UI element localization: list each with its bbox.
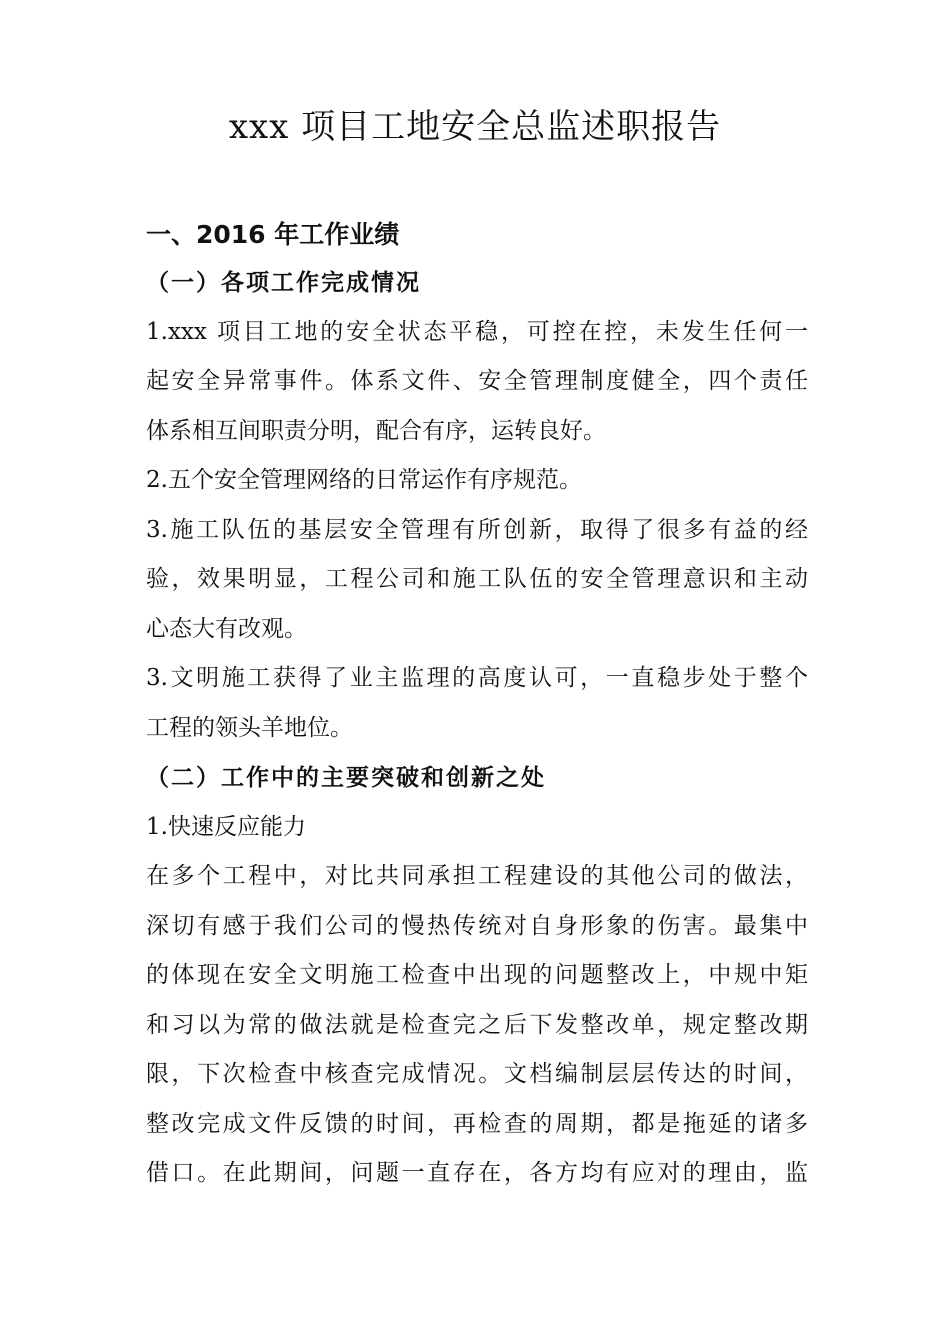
paragraph-line: 验，效果明显，工程公司和施工队伍的安全管理意识和主动	[146, 566, 808, 592]
paragraph-line: 1.快速反应能力	[146, 813, 306, 840]
paragraph-line: 工程的领头羊地位。	[146, 714, 353, 741]
paragraph-line: 深切有感于我们公司的慢热传统对自身形象的伤害。最集中	[146, 912, 808, 939]
paragraph-line: 2.五个安全管理网络的日常运作有序规范。	[146, 467, 582, 493]
paragraph-line: 心态大有改观。	[146, 615, 307, 642]
paragraph-line: 的体现在安全文明施工检查中出现的问题整改上，中规中矩	[146, 962, 808, 988]
paragraph-line: 起安全异常事件。体系文件、安全管理制度健全，四个责任	[146, 368, 808, 394]
subsection-heading: （一）各项工作完成情况	[146, 269, 421, 296]
paragraph-line: 在多个工程中，对比共同承担工程建设的其他公司的做法，	[146, 863, 808, 889]
paragraph-line: 体系相互间职责分明，配合有序，运转良好。	[146, 417, 606, 444]
paragraph-line: 整改完成文件反馈的时间，再检查的周期，都是拖延的诸多	[146, 1110, 808, 1137]
paragraph-line: 借口。在此期间，问题一直存在，各方均有应对的理由，监	[146, 1160, 808, 1186]
document-body	[146, 212, 808, 1199]
paragraph-line: 3.施工队伍的基层安全管理有所创新，取得了很多有益的经	[146, 516, 808, 543]
document-title: xxx 项目工地安全总监述职报告	[228, 107, 722, 147]
paragraph-line: 和习以为常的做法就是检查完之后下发整改单，规定整改期	[146, 1011, 808, 1038]
section-heading: 一、2016 年工作业绩	[146, 220, 400, 249]
paragraph-line: 3.文明施工获得了业主监理的高度认可，一直稳步处于整个	[146, 665, 808, 691]
paragraph-line: 1.xxx 项目工地的安全状态平稳，可控在控，未发生任何一	[146, 318, 808, 345]
paragraph-line: 限，下次检查中核查完成情况。文档编制层层传达的时间，	[146, 1061, 808, 1087]
subsection-heading: （二）工作中的主要突破和创新之处	[146, 764, 546, 791]
